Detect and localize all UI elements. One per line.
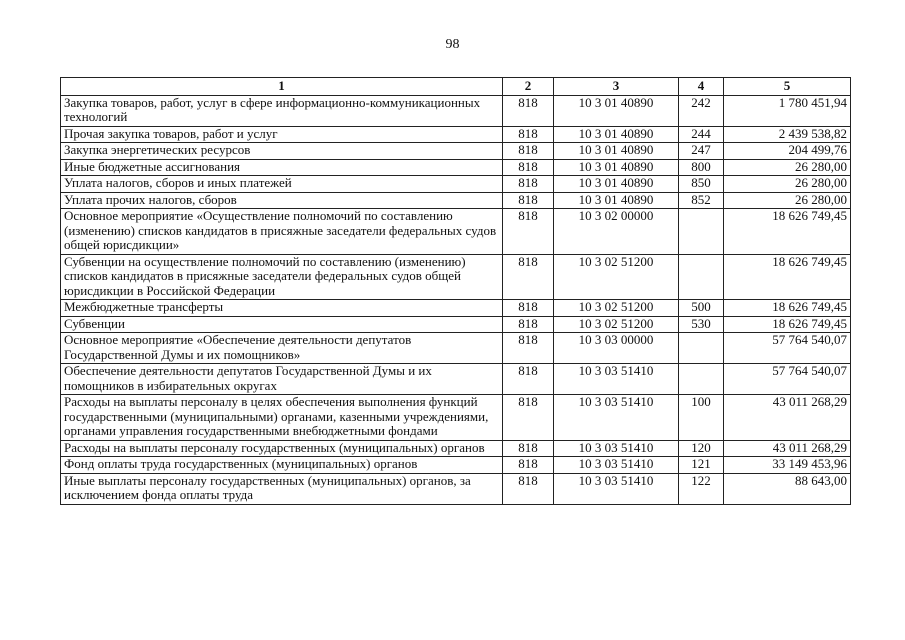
row-name-cell: Закупка энергетических ресурсов <box>61 143 503 160</box>
row-name-cell: Субвенции на осуществление полномочий по составлению (изменению) списков кандидатов в присяжные заседатели федеральных судов общей юрисдикции в Российской Федерации <box>61 254 503 300</box>
table-row <box>61 395 851 441</box>
row-type-cell <box>679 364 724 395</box>
row-csr-cell: 10 3 01 40890 <box>554 95 679 126</box>
column-header: 5 <box>724 78 851 96</box>
row-csr-cell: 10 3 02 51200 <box>554 254 679 300</box>
row-csr-cell: 10 3 03 00000 <box>554 333 679 364</box>
table-row <box>61 126 851 143</box>
table-row <box>61 95 851 126</box>
row-gov-cell: 818 <box>503 300 554 317</box>
row-amount-cell: 33 149 453,96 <box>724 457 851 474</box>
row-name-cell: Прочая закупка товаров, работ и услуг <box>61 126 503 143</box>
row-type-cell: 500 <box>679 300 724 317</box>
row-csr-cell: 10 3 02 51200 <box>554 300 679 317</box>
row-gov-cell: 818 <box>503 192 554 209</box>
row-name-cell: Закупка товаров, работ, услуг в сфере информационно-коммуникационных технологий <box>61 95 503 126</box>
table-row <box>61 300 851 317</box>
table-row <box>61 316 851 333</box>
row-name-cell: Межбюджетные трансферты <box>61 300 503 317</box>
row-amount-cell: 2 439 538,82 <box>724 126 851 143</box>
row-type-cell: 244 <box>679 126 724 143</box>
row-csr-cell: 10 3 01 40890 <box>554 159 679 176</box>
table-row <box>61 176 851 193</box>
row-amount-cell: 88 643,00 <box>724 473 851 504</box>
row-gov-cell: 818 <box>503 457 554 474</box>
row-name-cell: Основное мероприятие «Обеспечение деятельности депутатов Государственной Думы и их помощников» <box>61 333 503 364</box>
row-gov-cell: 818 <box>503 333 554 364</box>
row-amount-cell: 43 011 268,29 <box>724 395 851 441</box>
row-type-cell: 100 <box>679 395 724 441</box>
row-csr-cell: 10 3 03 51410 <box>554 457 679 474</box>
row-type-cell <box>679 254 724 300</box>
row-name-cell: Уплата налогов, сборов и иных платежей <box>61 176 503 193</box>
row-name-cell: Расходы на выплаты персоналу государственных (муниципальных) органов <box>61 440 503 457</box>
row-type-cell: 121 <box>679 457 724 474</box>
row-gov-cell: 818 <box>503 176 554 193</box>
row-gov-cell: 818 <box>503 209 554 255</box>
column-header: 1 <box>61 78 503 96</box>
table-row <box>61 159 851 176</box>
row-name-cell: Уплата прочих налогов, сборов <box>61 192 503 209</box>
row-gov-cell: 818 <box>503 126 554 143</box>
row-amount-cell: 26 280,00 <box>724 176 851 193</box>
row-gov-cell: 818 <box>503 95 554 126</box>
column-header: 3 <box>554 78 679 96</box>
row-name-cell: Расходы на выплаты персоналу в целях обеспечения выполнения функций государственными (муниципальными) органами, казенными учреждениями, органами управления государственными внебюджетными фондами <box>61 395 503 441</box>
row-csr-cell: 10 3 02 00000 <box>554 209 679 255</box>
row-type-cell: 242 <box>679 95 724 126</box>
row-amount-cell: 18 626 749,45 <box>724 209 851 255</box>
table-row <box>61 364 851 395</box>
row-type-cell: 530 <box>679 316 724 333</box>
row-amount-cell: 1 780 451,94 <box>724 95 851 126</box>
row-type-cell: 852 <box>679 192 724 209</box>
row-type-cell: 120 <box>679 440 724 457</box>
row-gov-cell: 818 <box>503 143 554 160</box>
column-header: 4 <box>679 78 724 96</box>
row-amount-cell: 57 764 540,07 <box>724 364 851 395</box>
row-gov-cell: 818 <box>503 364 554 395</box>
row-name-cell: Субвенции <box>61 316 503 333</box>
page-number: 98 <box>445 37 460 52</box>
row-gov-cell: 818 <box>503 440 554 457</box>
row-name-cell: Иные выплаты персоналу государственных (муниципальных) органов, за исключением фонда оплаты труда <box>61 473 503 504</box>
row-csr-cell: 10 3 01 40890 <box>554 176 679 193</box>
row-csr-cell: 10 3 03 51410 <box>554 440 679 457</box>
row-type-cell: 247 <box>679 143 724 160</box>
row-csr-cell: 10 3 03 51410 <box>554 364 679 395</box>
row-amount-cell: 18 626 749,45 <box>724 300 851 317</box>
row-name-cell: Иные бюджетные ассигнования <box>61 159 503 176</box>
row-gov-cell: 818 <box>503 395 554 441</box>
row-name-cell: Основное мероприятие «Осуществление полномочий по составлению (изменению) списков кандидатов в присяжные заседатели федеральных судов общей юрисдикции» <box>61 209 503 255</box>
row-type-cell <box>679 333 724 364</box>
table-body <box>61 95 851 504</box>
table-row <box>61 457 851 474</box>
table-row <box>61 143 851 160</box>
row-amount-cell: 43 011 268,29 <box>724 440 851 457</box>
table-row <box>61 440 851 457</box>
row-gov-cell: 818 <box>503 473 554 504</box>
row-csr-cell: 10 3 03 51410 <box>554 473 679 504</box>
row-name-cell: Фонд оплаты труда государственных (муниципальных) органов <box>61 457 503 474</box>
table-row <box>61 333 851 364</box>
row-csr-cell: 10 3 01 40890 <box>554 143 679 160</box>
row-type-cell: 122 <box>679 473 724 504</box>
row-type-cell <box>679 209 724 255</box>
table-row <box>61 192 851 209</box>
row-gov-cell: 818 <box>503 254 554 300</box>
row-name-cell: Обеспечение деятельности депутатов Государственной Думы и их помощников в избирательных округах <box>61 364 503 395</box>
table-row <box>61 473 851 504</box>
row-gov-cell: 818 <box>503 316 554 333</box>
row-csr-cell: 10 3 02 51200 <box>554 316 679 333</box>
row-amount-cell: 26 280,00 <box>724 159 851 176</box>
row-amount-cell: 18 626 749,45 <box>724 316 851 333</box>
row-csr-cell: 10 3 01 40890 <box>554 126 679 143</box>
table-row <box>61 254 851 300</box>
column-header: 2 <box>503 78 554 96</box>
row-amount-cell: 18 626 749,45 <box>724 254 851 300</box>
table-header-row <box>61 78 851 96</box>
row-type-cell: 800 <box>679 159 724 176</box>
row-amount-cell: 57 764 540,07 <box>724 333 851 364</box>
table-row <box>61 209 851 255</box>
row-amount-cell: 26 280,00 <box>724 192 851 209</box>
row-csr-cell: 10 3 01 40890 <box>554 192 679 209</box>
row-amount-cell: 204 499,76 <box>724 143 851 160</box>
row-type-cell: 850 <box>679 176 724 193</box>
budget-table <box>60 77 851 505</box>
row-gov-cell: 818 <box>503 159 554 176</box>
row-csr-cell: 10 3 03 51410 <box>554 395 679 441</box>
